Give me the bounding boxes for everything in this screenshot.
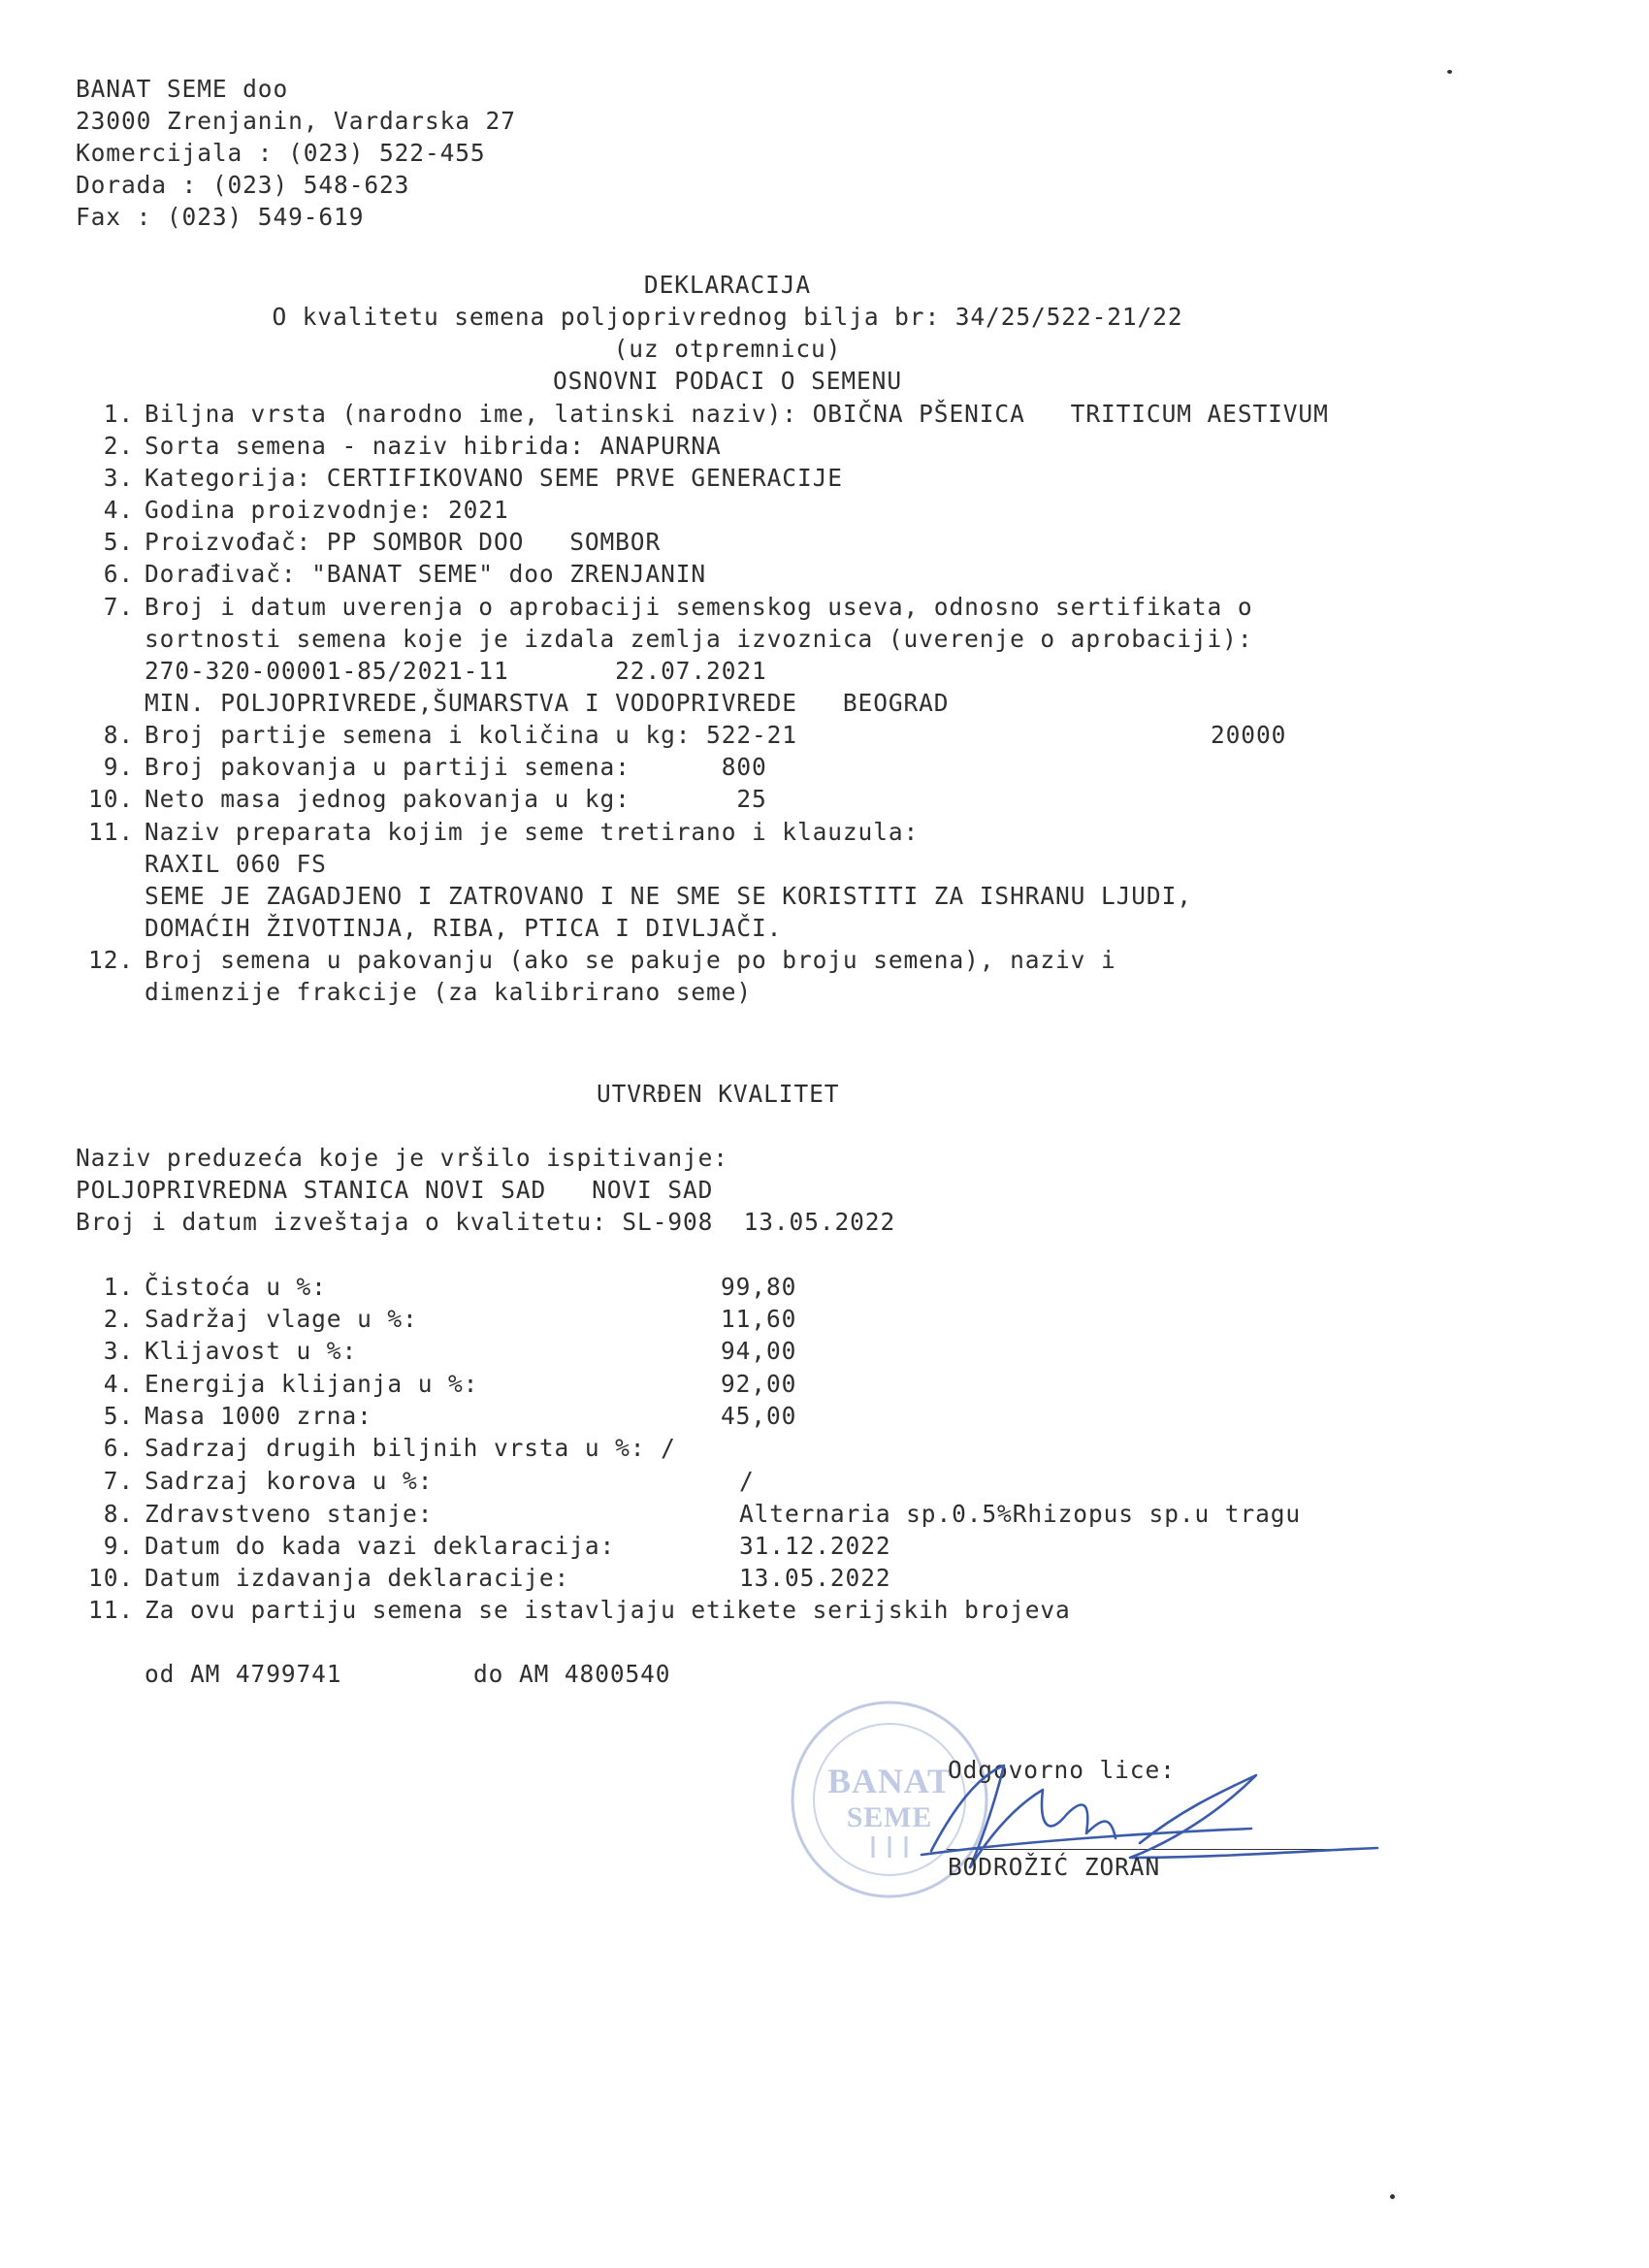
phone-commercial: Komercijala : (023) 522-455 [76, 139, 486, 167]
list-item: Broj partije semena i količina u kg: 522-21 [145, 721, 797, 749]
quality-value: 92,00 [721, 1370, 797, 1398]
quality-label: Energija klijanja u %: [145, 1370, 479, 1398]
list-number: 1. [103, 400, 134, 428]
quality-label: Masa 1000 zrna: [145, 1402, 372, 1430]
list-number: 12. [88, 946, 134, 974]
serial-from: od AM 4799741 [145, 1660, 342, 1688]
list-number: 4. [103, 1370, 134, 1398]
warning-clause-continuation: DOMAĆIH ŽIVOTINJA, RIBA, PTICA I DIVLJAČI. [145, 914, 783, 942]
list-item: Naziv preparata kojim je seme tretirano i klauzula: [145, 818, 920, 846]
list-item: Biljna vrsta (narodno ime, latinski naziv): OBIČNA PŠENICA TRITICUM AESTIVUM [145, 400, 1329, 428]
list-number: 7. [103, 593, 134, 621]
list-number: 2. [103, 1305, 134, 1333]
list-item: Kategorija: CERTIFIKOVANO SEME PRVE GENERACIJE [145, 464, 843, 492]
serial-to: do AM 4800540 [473, 1660, 671, 1688]
list-number: 2. [103, 432, 134, 460]
list-number: 5. [103, 1402, 134, 1430]
list-number: 6. [103, 560, 134, 588]
responsible-person-label: Odgovorno lice: [948, 1756, 1176, 1784]
quality-label: Sadržaj vlage u %: [145, 1305, 418, 1333]
list-number: 7. [103, 1467, 134, 1495]
treatment-product: RAXIL 060 FS [145, 850, 327, 878]
list-number: 10. [88, 785, 134, 813]
quality-label: Sadrzaj drugih biljnih vrsta u %: / [145, 1434, 676, 1462]
quality-value: 11,60 [721, 1305, 797, 1333]
list-item: Dorađivač: "BANAT SEME" doo ZRENJANIN [145, 560, 707, 588]
quality-value: Alternaria sp.0.5%Rhizopus sp.u tragu [739, 1500, 1302, 1528]
quality-label: Klijavost u %: [145, 1337, 358, 1365]
scan-speck [1447, 70, 1452, 74]
company-name: BANAT SEME doo [76, 75, 289, 103]
list-item: Broj i datum uverenja o aprobaciji semenskog useva, odnosno sertifikata o [145, 593, 1253, 621]
company-address: 23000 Zrenjanin, Vardarska 27 [76, 107, 516, 135]
quality-label: Čistoća u %: [145, 1273, 327, 1301]
list-number: 3. [103, 464, 134, 492]
list-item: Neto masa jednog pakovanja u kg: 25 [145, 785, 767, 813]
section-heading-basic: OSNOVNI PODACI O SEMENU [553, 367, 902, 395]
list-number: 4. [103, 496, 134, 524]
list-number: 3. [103, 1337, 134, 1365]
list-number: 9. [103, 753, 134, 781]
document-note: (uz otpremnicu) [613, 335, 842, 363]
list-number: 11. [88, 1596, 134, 1624]
stamp-text-top: BANAT [827, 1762, 952, 1800]
scan-speck [1390, 2194, 1395, 2199]
document-heading: DEKLARACIJA [643, 271, 812, 299]
quality-value: 45,00 [721, 1402, 797, 1430]
list-item: Broj semena u pakovanju (ako se pakuje po broju semena), naziv i [145, 946, 1116, 974]
quality-label: Datum izdavanja deklaracije: [145, 1564, 570, 1592]
quality-value: / [739, 1467, 755, 1495]
lab-label: Naziv preduzeća koje je vršilo ispitivanje: [76, 1144, 728, 1172]
section-heading-quality: UTVRĐEN KVALITET [597, 1080, 840, 1108]
list-number: 1. [103, 1273, 134, 1301]
fax-number: Fax : (023) 549-619 [76, 203, 365, 231]
list-item: Godina proizvodnje: 2021 [145, 496, 509, 524]
list-number: 8. [103, 721, 134, 749]
warning-clause: SEME JE ZAGADJENO I ZATROVANO I NE SME SE KORISTITI ZA ISHRANU LJUDI, [145, 882, 1192, 910]
lot-quantity: 20000 [1211, 721, 1287, 749]
list-number: 5. [103, 528, 134, 556]
list-number: 10. [88, 1564, 134, 1592]
quality-value: 99,80 [721, 1273, 797, 1301]
quality-value: 13.05.2022 [739, 1564, 891, 1592]
quality-value: 94,00 [721, 1337, 797, 1365]
certificate-number: 270-320-00001-85/2021-11 22.07.2021 [145, 657, 767, 685]
quality-value: 31.12.2022 [739, 1532, 891, 1560]
list-number: 8. [103, 1500, 134, 1528]
list-item: Proizvođač: PP SOMBOR DOO SOMBOR [145, 528, 662, 556]
stamp-text-bottom: SEME [846, 1801, 933, 1833]
list-number: 6. [103, 1434, 134, 1462]
quality-label: Datum do kada vazi deklaracija: [145, 1532, 616, 1560]
lab-name: POLJOPRIVREDNA STANICA NOVI SAD NOVI SAD [76, 1176, 714, 1204]
list-item: Sorta semena - naziv hibrida: ANAPURNA [145, 432, 722, 460]
document-subtitle: O kvalitetu semena poljoprivrednog bilja br: 34/25/522-21/22 [272, 303, 1183, 331]
quality-label: Zdravstveno stanje: [145, 1500, 434, 1528]
certificate-issuer: MIN. POLJOPRIVREDE,ŠUMARSTVA I VODOPRIVREDE BEOGRAD [145, 689, 950, 717]
quality-label: Sadrzaj korova u %: [145, 1467, 434, 1495]
phone-processing: Dorada : (023) 548-623 [76, 171, 410, 199]
list-item: Broj pakovanja u partiji semena: 800 [145, 753, 767, 781]
list-number: 9. [103, 1532, 134, 1560]
responsible-person-name: BODROŽIĆ ZORAN [948, 1853, 1161, 1881]
quality-label: Za ovu partiju semena se istavljaju etikete serijskih brojeva [145, 1596, 1071, 1624]
list-item-continuation: sortnosti semena koje je izdala zemlja izvoznica (uverenje o aprobaciji): [145, 625, 1253, 653]
list-number: 11. [88, 818, 134, 846]
report-reference: Broj i datum izveštaja o kvalitetu: SL-908 13.05.2022 [76, 1208, 896, 1236]
list-item-continuation: dimenzije frakcije (za kalibrirano seme) [145, 978, 753, 1006]
